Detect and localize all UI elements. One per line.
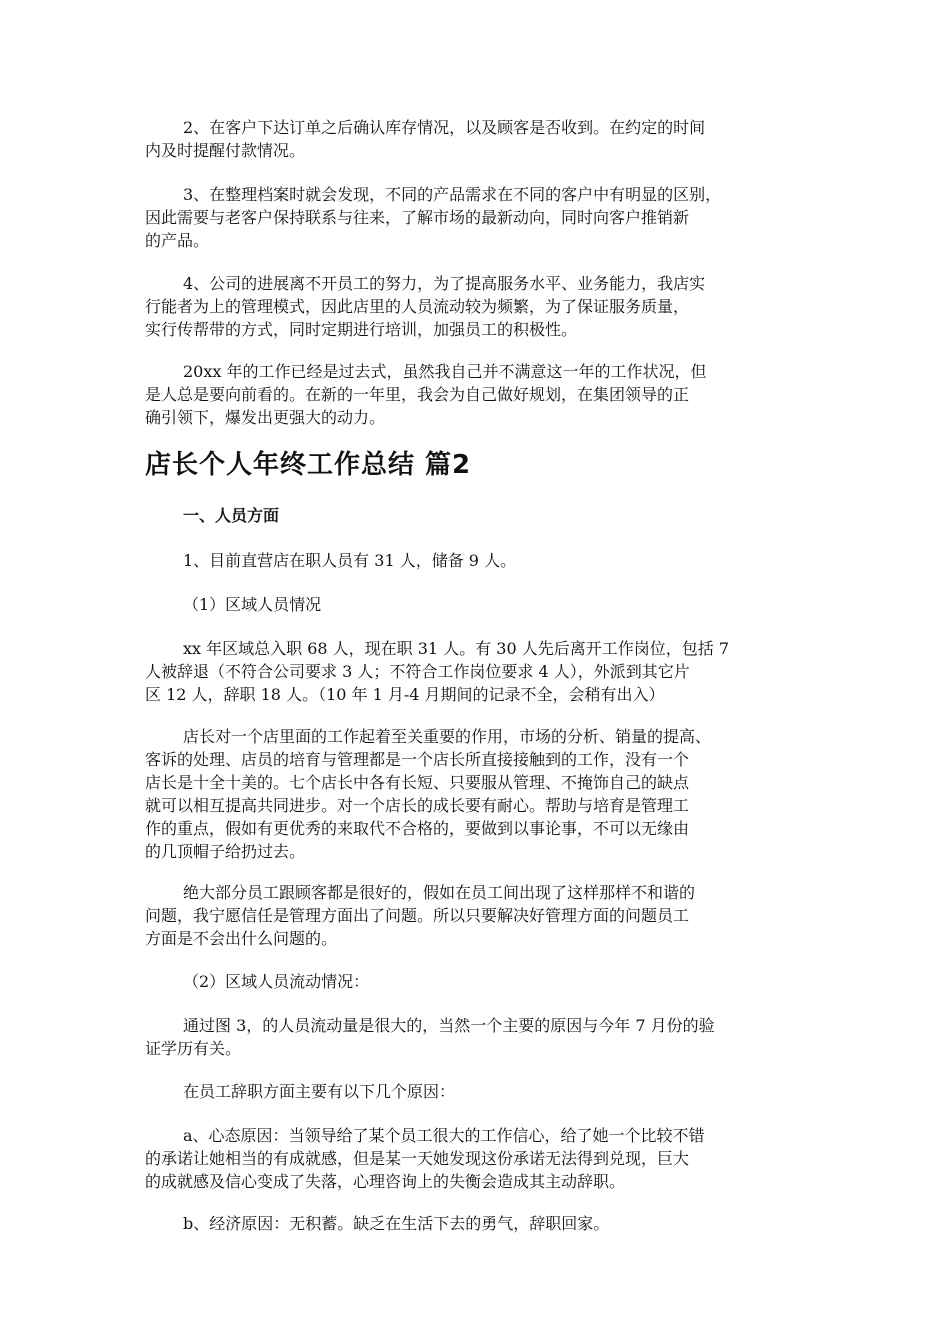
paragraph-line: b、经济原因：无积蓄。缺乏在生活下去的勇气，辞职回家。 — [183, 1214, 610, 1233]
paragraph-item-4 — [145, 271, 810, 340]
paragraph-line: 作的重点，假如有更优秀的来取代不合格的，要做到以事论事，不可以无缘由 — [145, 819, 690, 838]
paragraph-line: 通过图 3，的人员流动量是很大的，当然一个主要的原因与今年 7 月份的验 — [183, 1016, 715, 1035]
paragraph-line: 的几顶帽子给扔过去。 — [145, 842, 306, 861]
paragraph-line: 证学历有关。 — [145, 1039, 242, 1058]
paragraph-line: 20xx 年的工作已经是过去式，虽然我自己并不满意这一年的工作状况，但 — [183, 362, 707, 381]
paragraph-line: 4、公司的进展离不开员工的努力，为了提高服务水平、业务能力，我店实 — [183, 274, 706, 293]
paragraph-turnover-analysis — [145, 1013, 810, 1059]
subheading-block — [145, 503, 810, 526]
paragraph-line: 3、在整理档案时就会发现，不同的产品需求在不同的客户中有明显的区别， — [183, 185, 722, 204]
paragraph-line: 店长对一个店里面的工作起着至关重要的作用，市场的分析、销量的提高、 — [183, 727, 712, 746]
paragraph-item-3 — [145, 182, 810, 251]
paragraph-line: 的成就感及信心变成了失落，心理咨询上的失衡会造成其主动辞职。 — [145, 1172, 626, 1191]
paragraph-line: a、心态原因：当领导给了某个员工很大的工作信心，给了她一个比较不错 — [183, 1126, 705, 1145]
section-title-block — [145, 448, 810, 482]
paragraph-line: 问题，我宁愿信任是管理方面出了问题。所以只要解决好管理方面的问题员工 — [145, 906, 690, 925]
paragraph-resignation-reasons — [145, 1079, 810, 1102]
paragraph-line: 实行传帮带的方式，同时定期进行培训，加强员工的积极性。 — [145, 320, 578, 339]
paragraph-line: 绝大部分员工跟顾客都是很好的，假如在员工间出现了这样那样不和谐的 — [183, 883, 696, 902]
paragraph-line: 因此需要与老客户保持联系与往来，了解市场的最新动向，同时向客户推销新 — [145, 208, 690, 227]
paragraph-line: 行能者为上的管理模式，因此店里的人员流动较为频繁，为了保证服务质量， — [145, 297, 690, 316]
paragraph-line: （1）区域人员情况 — [183, 595, 322, 614]
paragraph-line: 客诉的处理、店员的培育与管理都是一个店长所直接接触到的工作，没有一个 — [145, 750, 690, 769]
subheading: 一、人员方面 — [183, 506, 280, 525]
paragraph-line: 是人总是要向前看的。在新的一年里，我会为自己做好规划，在集团领导的正 — [145, 385, 690, 404]
paragraph-item-2 — [145, 115, 810, 161]
paragraph-line: 店长是十全十美的。七个店长中各有长短、只要服从管理、不掩饰自己的缺点 — [145, 773, 690, 792]
paragraph-staff-history — [145, 636, 810, 705]
paragraph-line: 区 12 人，辞职 18 人。（10 年 1 月-4 月期间的记录不全，会稍有出入） — [145, 685, 665, 704]
paragraph-reason-economic — [145, 1211, 810, 1234]
paragraph-line: 就可以相互提高共同进步。对一个店长的成长要有耐心。帮助与培育是管理工 — [145, 796, 690, 815]
paragraph-line: xx 年区域总入职 68 人，现在职 31 人。有 30 人先后离开工作岗位，包括 7 — [183, 639, 729, 658]
paragraph-staff-relations — [145, 880, 810, 949]
paragraph-line: （2）区域人员流动情况： — [183, 972, 370, 991]
paragraph-store-manager — [145, 724, 810, 862]
paragraph-staff-count — [145, 548, 810, 571]
paragraph-line: 人被辞退（不符合公司要求 3 人；不符合工作岗位要求 4 人），外派到其它片 — [145, 662, 690, 681]
paragraph-region-staff — [145, 592, 810, 615]
paragraph-line: 内及时提醒付款情况。 — [145, 141, 306, 160]
paragraph-line: 确引领下，爆发出更强大的动力。 — [145, 408, 386, 427]
paragraph-line: 的承诺让她相当的有成就感，但是某一天她发现这份承诺无法得到兑现，巨大 — [145, 1149, 690, 1168]
paragraph-line: 1、目前直营店在职人员有 31 人，储备 9 人。 — [183, 551, 517, 570]
paragraph-reason-mindset — [145, 1123, 810, 1192]
paragraph-line: 2、在客户下达订单之后确认库存情况，以及顾客是否收到。在约定的时间 — [183, 118, 706, 137]
paragraph-line: 的产品。 — [145, 231, 210, 250]
paragraph-staff-turnover-heading — [145, 969, 810, 992]
paragraph-line: 方面是不会出什么问题的。 — [145, 929, 338, 948]
paragraph-line: 在员工辞职方面主要有以下几个原因： — [183, 1082, 456, 1101]
paragraph-conclusion — [145, 359, 810, 428]
section-title: 店长个人年终工作总结 篇2 — [145, 450, 472, 480]
